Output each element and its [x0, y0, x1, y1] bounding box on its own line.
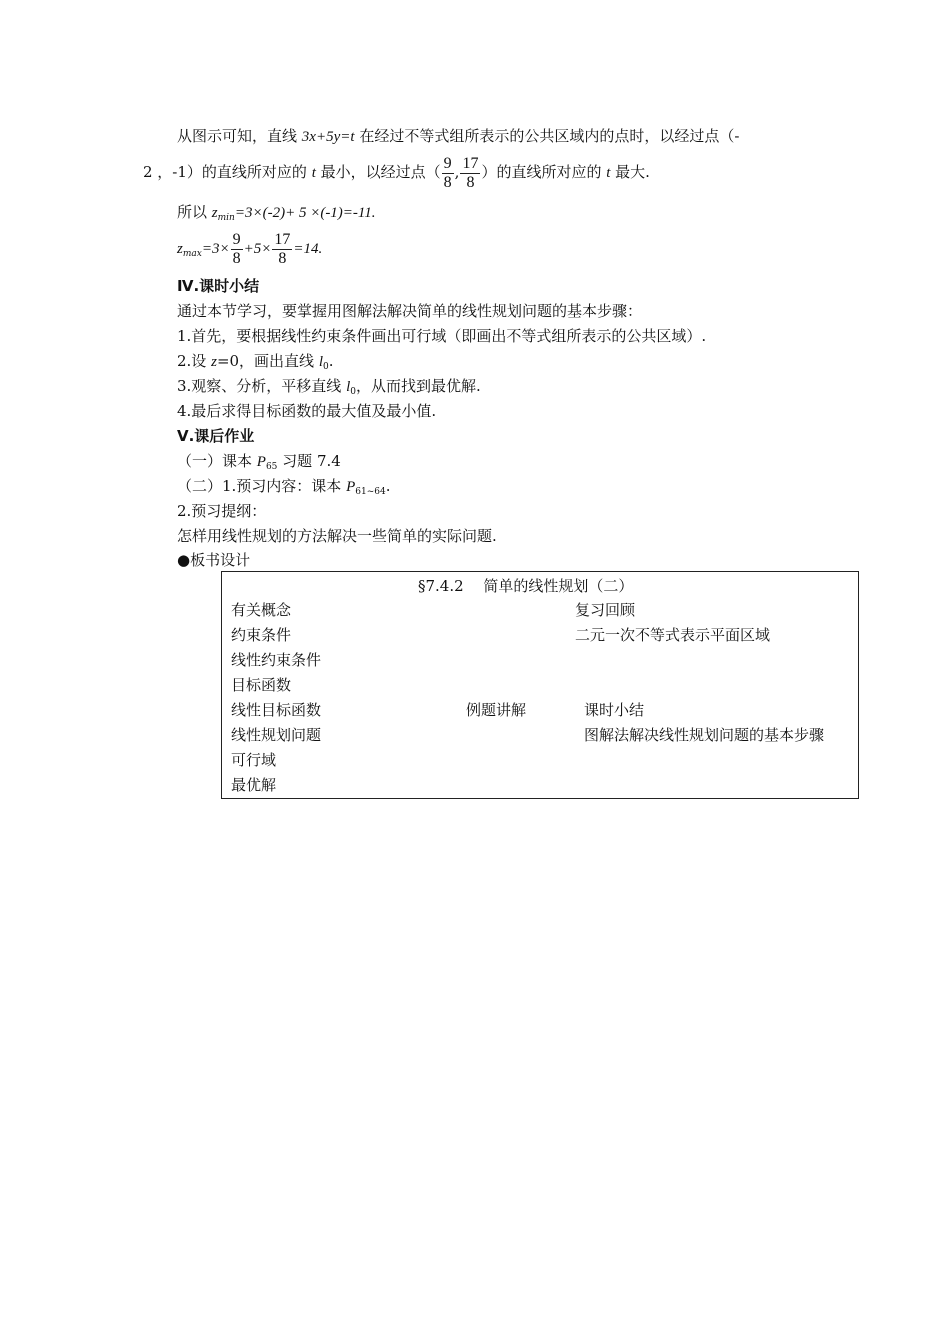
math-var-y: y: [333, 129, 341, 145]
summary-step-4: 4.最后求得目标函数的最大值及最小值.: [177, 402, 437, 420]
numerator: 17: [462, 154, 479, 172]
board-left-item: 约束条件: [231, 626, 292, 644]
text: 2 ，-1）的直线所对应的: [143, 163, 312, 181]
summary-intro: 通过本节学习，要掌握用图解法解决简单的线性规划问题的基本步骤：: [177, 302, 643, 320]
paragraph-line-1: [177, 126, 739, 147]
homework-item-4: 怎样用线性规划的方法解决一些简单的实际问题.: [177, 527, 497, 545]
fraction-9-8: [231, 231, 243, 268]
text: 3.观察、分析，平移直线: [177, 377, 347, 395]
text: =0，画出直线: [216, 352, 319, 370]
board-review-detail: 二元一次不等式表示平面区域: [575, 626, 771, 644]
math-var-t: t: [350, 129, 355, 145]
board-title: §7.4.2 简单的线性规划（二）: [418, 577, 634, 595]
math-var-l: l: [346, 379, 351, 395]
math-var-l: l: [318, 354, 323, 370]
text: 在经过不等式组所表示的公共区域内的点时，以经过点（-: [354, 127, 740, 145]
board-left-item: 可行域: [231, 751, 277, 769]
homework-item-3: 2.预习提纲：: [177, 502, 267, 520]
subscript: min: [217, 213, 235, 223]
math: +5: [315, 129, 334, 145]
subscript: 65: [265, 462, 278, 472]
text: .: [385, 477, 391, 495]
board-review: 复习回顾: [575, 601, 636, 619]
board-left-item: 有关概念: [231, 601, 292, 619]
board-left-item: 线性约束条件: [231, 651, 322, 669]
math: +5×: [243, 241, 272, 257]
equation-zmin: [177, 202, 376, 225]
denominator: 8: [232, 249, 241, 267]
denominator: 8: [443, 173, 452, 191]
text: 2.设: [177, 352, 212, 370]
math-var-z: z: [211, 205, 218, 221]
math-var-t: t: [311, 165, 316, 181]
math: =3×: [201, 241, 230, 257]
board-summary-detail: 图解法解决线性规划问题的基本步骤: [584, 726, 825, 744]
math: 3: [301, 129, 310, 145]
text: （一）课本: [177, 452, 257, 470]
board-design-box: [221, 571, 859, 799]
denominator: 8: [466, 173, 475, 191]
board-left-item: 线性规划问题: [231, 726, 322, 744]
subscript: 0: [323, 362, 329, 372]
math: =3×(-2)+ 5 ×(-1)=-11.: [234, 205, 376, 221]
paragraph-line-2: [143, 154, 650, 192]
fraction-9-8: [442, 155, 454, 192]
numerator: 17: [274, 230, 291, 248]
fraction-17-8: [272, 231, 292, 268]
math-var-p: P: [256, 454, 266, 470]
text: 所以: [177, 203, 212, 221]
board-summary: 课时小结: [584, 701, 645, 719]
summary-step-1: 1.首先，要根据线性约束条件画出可行域（即画出不等式组所表示的公共区域）.: [177, 327, 707, 345]
board-heading: ●板书设计: [177, 551, 251, 569]
board-left-item: 目标函数: [231, 676, 292, 694]
subscript: max: [182, 249, 202, 259]
board-left-item: 最优解: [231, 776, 277, 794]
section-heading-summary: Ⅳ.课时小结: [177, 277, 260, 295]
text: 习题 7.4: [277, 452, 341, 470]
subscript: 0: [350, 387, 356, 397]
board-left-item: 线性目标函数: [231, 701, 322, 719]
equation-zmax: [177, 228, 322, 271]
denominator: 8: [278, 249, 287, 267]
text: .: [328, 352, 334, 370]
homework-item-1: [177, 451, 341, 474]
math-var-z: z: [211, 354, 217, 370]
math: =14.: [293, 241, 323, 257]
comma: ,: [454, 163, 460, 181]
subscript: 61~64: [355, 487, 386, 497]
board-example: 例题讲解: [466, 701, 527, 719]
numerator: 9: [443, 154, 452, 172]
summary-step-3: [177, 376, 481, 399]
text: ）的直线所对应的: [481, 163, 607, 181]
summary-step-2: [177, 351, 334, 374]
text: 最小，以经过点（: [315, 163, 441, 181]
math-var-x: x: [309, 129, 316, 145]
text: （二）1.预习内容：课本: [177, 477, 347, 495]
math-var-t: t: [606, 165, 611, 181]
math-var-p: P: [346, 479, 356, 495]
homework-item-2: [177, 476, 391, 499]
text: 从图示可知，直线: [177, 127, 302, 145]
text: ，从而找到最优解.: [356, 377, 481, 395]
math-var-z: z: [177, 241, 183, 257]
numerator: 9: [232, 230, 241, 248]
text: 最大.: [610, 163, 650, 181]
section-heading-homework: Ⅴ.课后作业: [177, 427, 255, 445]
fraction-17-8: [460, 155, 480, 192]
math: =: [340, 129, 351, 145]
